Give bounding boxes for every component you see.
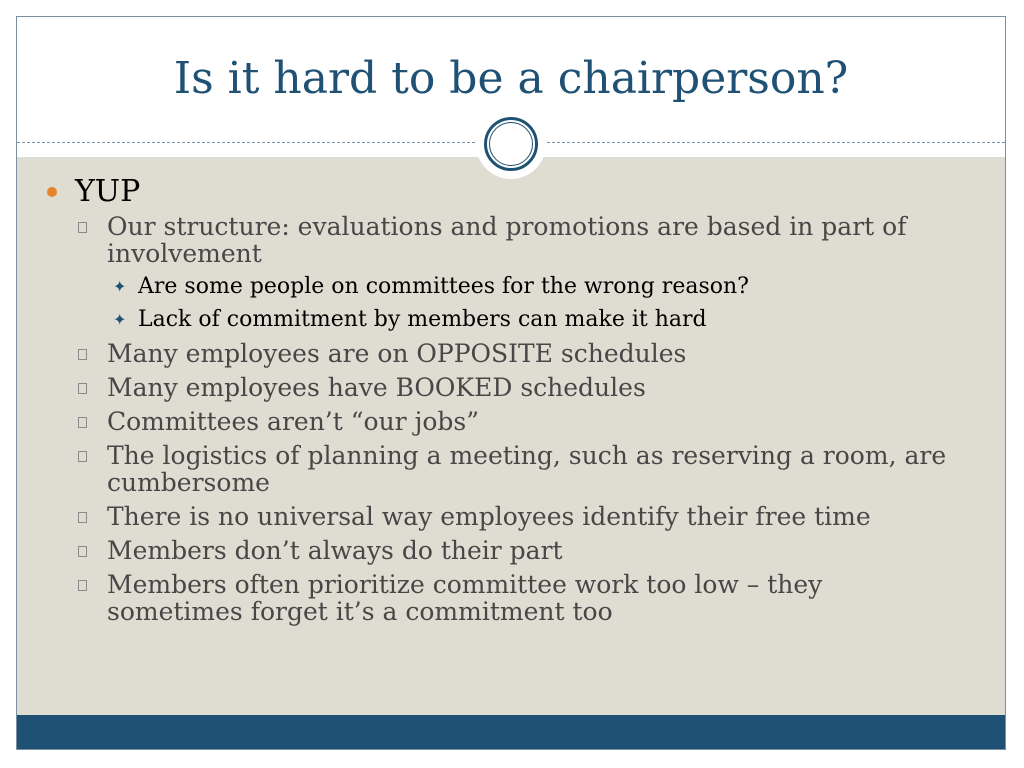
bullet-text: YUP: [75, 174, 141, 209]
bullet-text: Our structure: evaluations and promotions are based in part of involvement: [107, 212, 907, 268]
bullet-level2: [17, 503, 1005, 530]
bullet-box-icon: [78, 349, 87, 360]
footer-bar: [17, 715, 1005, 749]
bullet-text: Members don’t always do their part: [107, 536, 563, 565]
bullet-text: Many employees have BOOKED schedules: [107, 373, 646, 402]
bullet-text: Many employees are on OPPOSITE schedules: [107, 339, 687, 368]
bullet-star-icon: ✦: [113, 277, 127, 296]
bullet-box-icon: [78, 546, 87, 557]
circle-ornament-inner: [489, 122, 533, 166]
bullet-text: Committees aren’t “our jobs”: [107, 407, 479, 436]
bullet-level2: [17, 408, 1005, 435]
bullet-text: There is no universal way employees identify their free time: [107, 502, 871, 531]
bullet-level2: [17, 571, 1005, 625]
bullet-text: Members often prioritize committee work too low – they sometimes forget it’s a commitment too: [107, 570, 823, 626]
bullet-list: [17, 175, 1005, 632]
slide-title: Is it hard to be a chairperson?: [173, 53, 849, 104]
bullet-box-icon: [78, 451, 87, 462]
bullet-dot-icon: [47, 187, 57, 197]
bullet-level1: [17, 175, 1005, 209]
bullet-text: The logistics of planning a meeting, such as reserving a room, are cumbersome: [107, 441, 947, 497]
bullet-text: Lack of commitment by members can make it hard: [138, 307, 707, 332]
bullet-level2: [17, 537, 1005, 564]
bullet-box-icon: [78, 222, 87, 233]
bullet-level2: [17, 442, 1005, 496]
bullet-text: Are some people on committees for the wrong reason?: [138, 274, 749, 299]
slide-frame: [16, 16, 1006, 750]
bullet-level3: [17, 274, 1005, 300]
bullet-level2: [17, 340, 1005, 367]
bullet-level2: [17, 213, 1005, 267]
bullet-level3: [17, 307, 1005, 333]
bullet-box-icon: [78, 383, 87, 394]
bullet-box-icon: [78, 512, 87, 523]
bullet-star-icon: ✦: [113, 310, 127, 329]
bullet-level2: [17, 374, 1005, 401]
bullet-box-icon: [78, 580, 87, 591]
bullet-box-icon: [78, 417, 87, 428]
